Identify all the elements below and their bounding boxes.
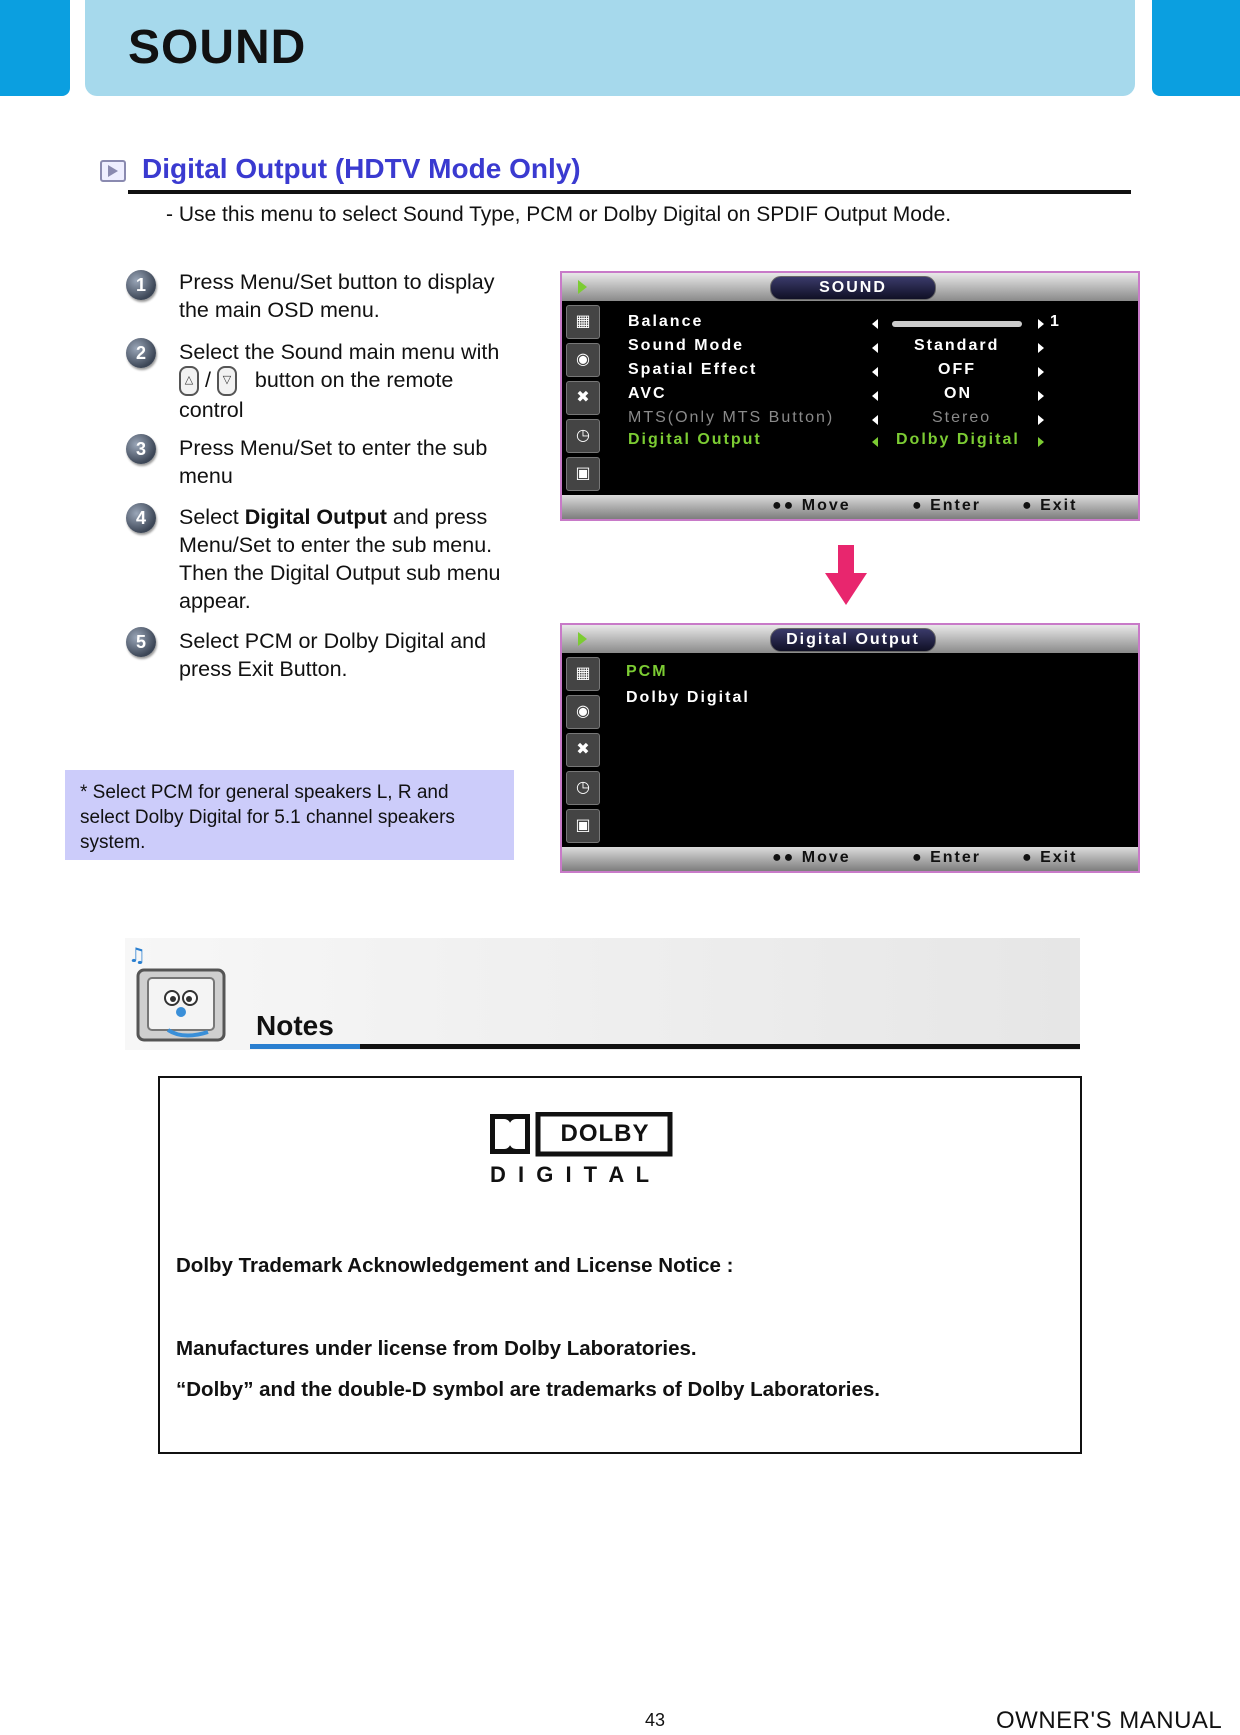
step-2-text-after: button on the remote control [179, 368, 454, 423]
osd-row-mts-label[interactable]: MTS(Only MTS Button) [628, 409, 835, 426]
osd-digital-output-screen [560, 623, 1140, 873]
step-4-badge: 4 [126, 503, 156, 533]
osd-footer [562, 495, 1138, 519]
osd-row-sound-mode-value: Standard [914, 337, 1000, 354]
tv-icon: ▣ [566, 809, 600, 843]
tv-icon: ▣ [566, 457, 600, 491]
section-title: Digital Output (HDTV Mode Only) [142, 153, 581, 184]
step-2-text-before: Select the Sound main menu with [179, 340, 500, 364]
license-heading: Dolby Trademark Acknowledgement and License Notice : [176, 1254, 734, 1277]
header-accent-right [1152, 0, 1240, 96]
step-3-badge: 3 [126, 434, 156, 464]
osd-title-bar [562, 273, 1138, 301]
manual-label: OWNER'S MANUAL [996, 1707, 1223, 1734]
osd-title: SOUND [770, 276, 936, 300]
step-4-bold: Digital Output [244, 505, 387, 529]
step-4-select: Select [179, 505, 239, 529]
header-accent-left [0, 0, 70, 96]
osd-row-digital-output-value: Dolby Digital [896, 431, 1020, 448]
down-key-icon: ▽ [217, 366, 237, 396]
green-arrow-icon [578, 280, 587, 294]
osd-title-bar [562, 625, 1138, 653]
notes-divider-accent [250, 1044, 362, 1049]
arrow-left-icon [872, 415, 878, 425]
arrow-left-icon [872, 437, 878, 447]
arrow-left-icon [872, 319, 878, 329]
move-hint: ●● Move [772, 497, 851, 514]
license-line-2: “Dolby” and the double-D symbol are trademarks of Dolby Laboratories. [176, 1378, 880, 1401]
osd-footer [562, 847, 1138, 871]
section-description: - Use this menu to select Sound Type, PCM or Dolby Digital on SPDIF Output Mode. [166, 203, 952, 226]
osd-row-sound-mode-label[interactable]: Sound Mode [628, 337, 744, 354]
arrow-right-icon [1038, 343, 1044, 353]
step-4-text-after: and press Menu/Set to enter the sub menu. Then the Digital Output sub menu appear. [179, 505, 501, 613]
balance-slider[interactable] [892, 321, 1022, 327]
digital-logo-text: D I G I T A L [490, 1162, 653, 1187]
osd-row-mts-value: Stereo [932, 409, 992, 426]
arrow-right-icon [1038, 391, 1044, 401]
dolby-logo-text: DOLBY [560, 1120, 650, 1147]
green-arrow-icon [578, 632, 587, 646]
picture-icon: ▦ [566, 657, 600, 691]
step-1-badge: 1 [126, 270, 156, 300]
step-5-text: Select PCM or Dolby Digital and press Exit Button. [179, 629, 487, 681]
move-hint: ●● Move [772, 849, 851, 866]
arrow-right-icon [1038, 367, 1044, 377]
notes-divider [360, 1044, 1080, 1049]
osd-row-digital-output-label[interactable]: Digital Output [628, 431, 762, 448]
tools-icon: ✖ [566, 733, 600, 767]
osd-row-spatial-value: OFF [938, 361, 976, 378]
step-4-text [179, 503, 519, 615]
license-line-1: Manufactures under license from Dolby Laboratories. [176, 1337, 697, 1360]
exit-hint: ● Exit [1022, 849, 1078, 866]
osd-side-icons [566, 305, 602, 495]
osd-row-avc-label[interactable]: AVC [628, 385, 667, 402]
tv-mascot-icon [128, 940, 238, 1048]
arrow-right-icon [1038, 415, 1044, 425]
page-title: SOUND [128, 21, 307, 74]
play-icon [100, 160, 126, 182]
step-2-slash: / [204, 368, 211, 392]
notes-title: Notes [256, 1010, 334, 1041]
osd-row-avc-value: ON [944, 385, 972, 402]
arrow-right-icon [1038, 437, 1044, 447]
page-number: 43 [645, 1710, 666, 1730]
step-5-badge: 5 [126, 627, 156, 657]
osd-sound-screen [560, 271, 1140, 521]
speaker-icon: ◉ [566, 343, 600, 377]
up-key-icon: △ [179, 366, 199, 396]
section-divider [128, 190, 1131, 194]
step-3-text: Press Menu/Set to enter the sub menu [179, 436, 488, 488]
enter-hint: ● Enter [912, 849, 982, 866]
step-1-text: Press Menu/Set button to display the main OSD menu. [179, 270, 495, 322]
speaker-icon: ◉ [566, 695, 600, 729]
osd-row-balance-value: 1 [1050, 313, 1061, 330]
picture-icon: ▦ [566, 305, 600, 339]
arrow-right-icon [1038, 319, 1044, 329]
osd-title: Digital Output [770, 628, 936, 652]
exit-hint: ● Exit [1022, 497, 1078, 514]
osd-row-spatial-label[interactable]: Spatial Effect [628, 361, 758, 378]
osd-side-icons [566, 657, 602, 847]
clock-icon: ◷ [566, 419, 600, 453]
svg-text:♫: ♫ [128, 943, 146, 967]
osd-option-dolby-digital[interactable]: Dolby Digital [626, 689, 750, 706]
osd-row-balance-label[interactable]: Balance [628, 313, 704, 330]
arrow-left-icon [872, 343, 878, 353]
arrow-left-icon [872, 391, 878, 401]
enter-hint: ● Enter [912, 497, 982, 514]
step-2-badge: 2 [126, 338, 156, 368]
osd-option-pcm[interactable]: PCM [626, 663, 668, 680]
clock-icon: ◷ [566, 771, 600, 805]
tools-icon: ✖ [566, 381, 600, 415]
dolby-digital-logo [490, 1112, 690, 1190]
arrow-left-icon [872, 367, 878, 377]
step-2-text [179, 338, 519, 424]
arrow-down-icon [825, 545, 867, 605]
note-box: * Select PCM for general speakers L, R and select Dolby Digital for 5.1 channel speakers system. [65, 770, 514, 860]
